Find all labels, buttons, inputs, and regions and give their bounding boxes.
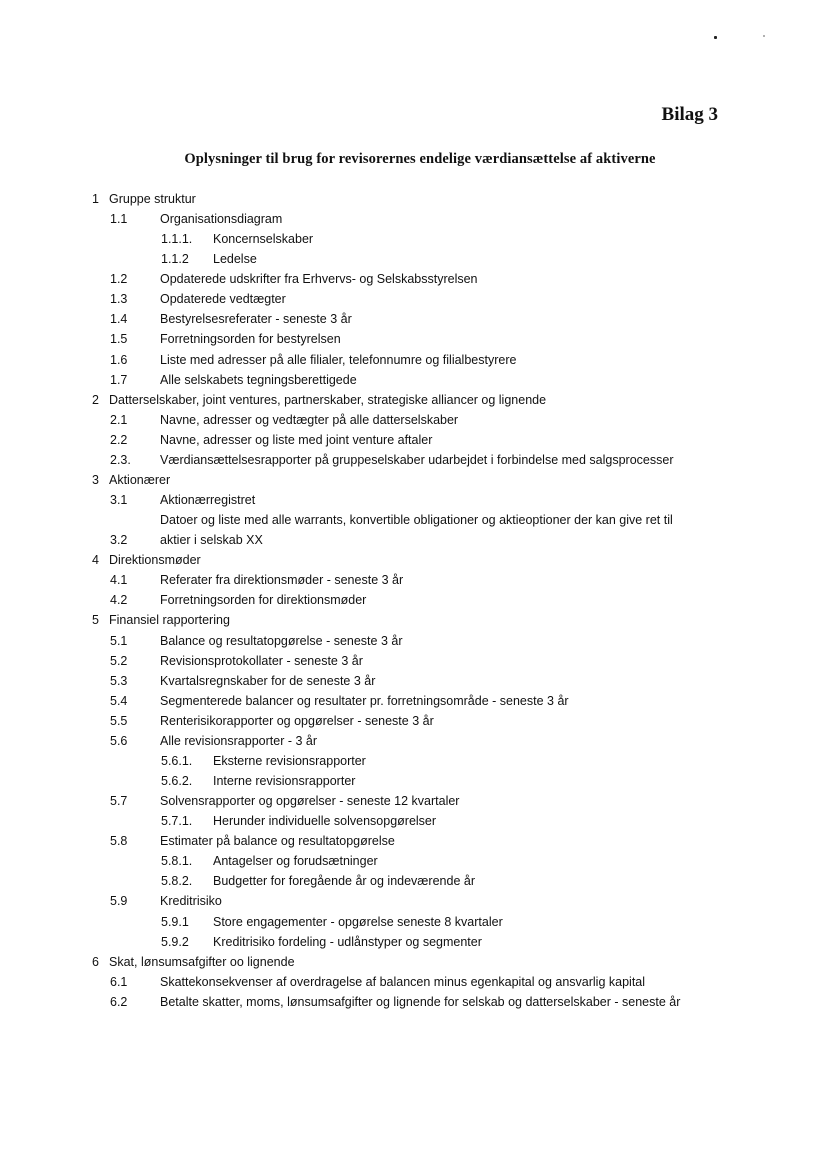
item-number: 5.4 [110,694,128,708]
item-label: Revisionsprotokollater - seneste 3 år [160,654,363,668]
item-number: 2.1 [110,413,128,427]
item-number: 1.2 [110,272,128,286]
item-label: Datoer og liste med alle warrants, konvertible obligationer og aktieoptioner der kan give ret til [160,513,673,527]
item-number: 5.6.2. [161,774,193,788]
item-label: Referater fra direktionsmøder - seneste 3 år [160,573,404,587]
item-label: Estimater på balance og resultatopgørelse [160,834,395,848]
scan-speck [714,36,717,39]
item-number: 3.1 [110,493,128,507]
item-label: Alle selskabets tegningsberettigede [160,373,357,387]
item-label: Bestyrelsesreferater - seneste 3 år [160,312,352,326]
item-number: 5.7 [110,794,128,808]
item-number: 1.6 [110,353,128,367]
item-label: Kreditrisiko [160,894,222,908]
item-number: 5.6.1. [161,754,193,768]
item-number: 1.7 [110,373,128,387]
item-label: Forretningsorden for direktionsmøder [160,593,367,607]
item-label: Aktionærregistret [160,493,256,507]
item-label: Finansiel rapportering [109,613,230,627]
item-number: 5.9 [110,894,128,908]
item-number: 5 [92,613,99,627]
item-number: 4.1 [110,573,128,587]
item-number: 5.5 [110,714,128,728]
item-number: 6.1 [110,975,128,989]
item-label: Skat, lønsumsafgifter oo lignende [109,955,295,969]
item-number: 1.1 [110,212,128,226]
item-label: Eksterne revisionsrapporter [213,754,366,768]
item-number: 5.2 [110,654,128,668]
item-label: Balance og resultatopgørelse - seneste 3 år [160,634,403,648]
item-label: Alle revisionsrapporter - 3 år [160,734,318,748]
item-label: Datterselskaber, joint ventures, partnerskaber, strategiske alliancer og lignende [109,393,547,407]
item-label: Forretningsorden for bestyrelsen [160,332,341,346]
item-label: Opdaterede vedtægter [160,292,286,306]
item-label: Store engagementer - opgørelse seneste 8 kvartaler [213,915,503,929]
item-label: aktier i selskab XX [160,533,263,547]
item-label: Liste med adresser på alle filialer, telefonnumre og filialbestyrere [160,353,517,367]
item-label: Herunder individuelle solvensopgørelser [213,814,437,828]
item-number: 2.2 [110,433,128,447]
item-label: Renterisikorapporter og opgørelser - seneste 3 år [160,714,434,728]
item-label: Kvartalsregnskaber for de seneste 3 år [160,674,376,688]
item-number: 4 [92,553,99,567]
item-number: 1.1.1. [161,232,193,246]
item-label: Interne revisionsrapporter [213,774,356,788]
item-number: 1.3 [110,292,128,306]
item-number: 6.2 [110,995,128,1009]
document-title: Oplysninger til brug for revisorernes endelige værdiansættelse af aktiverne [184,151,656,167]
item-number: 5.9.2 [161,935,189,949]
item-number: 2 [92,393,99,407]
item-number: 5.1 [110,634,128,648]
item-label: Kreditrisiko fordeling - udlånstyper og segmenter [213,935,482,949]
item-label: Navne, adresser og liste med joint venture aftaler [160,433,433,447]
item-label: Budgetter for foregående år og indeværende år [213,874,475,888]
item-label: Antagelser og forudsætninger [213,854,378,868]
item-label: Opdaterede udskrifter fra Erhvervs- og Selskabsstyrelsen [160,272,478,286]
item-label: Organisationsdiagram [160,212,283,226]
item-number: 3.2 [110,533,128,547]
item-number: 6 [92,955,99,969]
item-label: Skattekonsekvenser af overdragelse af balancen minus egenkapital og ansvarlig kapital [160,975,646,989]
item-number: 1.1.2 [161,252,189,266]
item-label: Gruppe struktur [109,192,196,206]
item-number: 5.3 [110,674,128,688]
item-number: 5.8.1. [161,854,193,868]
appendix-label: Bilag 3 [661,104,718,125]
item-label: Værdiansættelsesrapporter på gruppeselskaber udarbejdet i forbindelse med salgsprocesser [160,453,674,467]
item-number: 5.9.1 [161,915,189,929]
item-number: 2.3. [110,453,131,467]
item-number: 5.8 [110,834,128,848]
item-label: Navne, adresser og vedtægter på alle datterselskaber [160,413,459,427]
item-label: Aktionærer [109,473,171,487]
item-label: Ledelse [213,252,257,266]
item-label: Koncernselskaber [213,232,314,246]
item-number: 5.6 [110,734,128,748]
item-number: 3 [92,473,99,487]
item-number: 4.2 [110,593,128,607]
item-label: Betalte skatter, moms, lønsumsafgifter og lignende for selskab og datterselskaber - seneste år [160,995,681,1009]
item-label: Segmenterede balancer og resultater pr. forretningsområde - seneste 3 år [160,694,569,708]
item-number: 1 [92,192,99,206]
item-number: 5.8.2. [161,874,193,888]
scan-speck [763,35,765,37]
item-label: Direktionsmøder [109,553,201,567]
item-label: Solvensrapporter og opgørelser - seneste 12 kvartaler [160,794,460,808]
item-number: 5.7.1. [161,814,193,828]
item-number: 1.4 [110,312,128,326]
item-number: 1.5 [110,332,128,346]
